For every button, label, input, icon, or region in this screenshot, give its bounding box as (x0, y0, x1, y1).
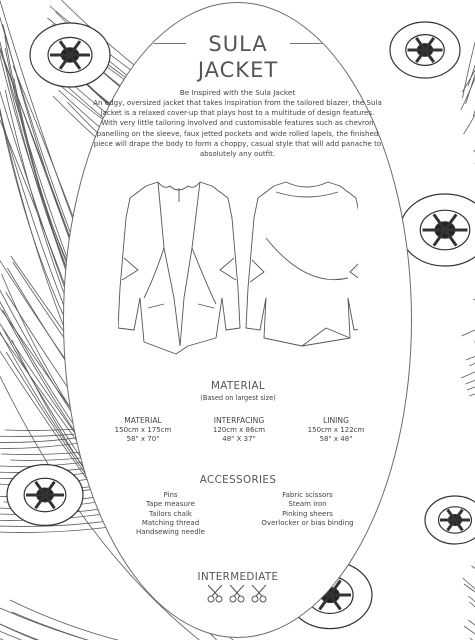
jacket-back-sketch (246, 182, 358, 346)
title-line-1: SULA (208, 32, 268, 56)
spool-icon (425, 496, 475, 544)
difficulty-level: INTERMEDIATE (197, 571, 279, 583)
accessories-left-list (108, 491, 233, 537)
title-line-2: JACKET (197, 58, 279, 82)
column-metric: 120cm x 86cm (212, 425, 266, 434)
column-metric: 150cm x 122cm (307, 425, 365, 434)
material-column (93, 416, 193, 445)
column-name: INTERFACING (213, 416, 265, 425)
list-item: Matching thread (141, 518, 200, 527)
column-metric: 150cm x 175cm (114, 425, 172, 434)
jacket-sketches (118, 178, 358, 358)
spool-icon (7, 465, 83, 526)
spool-icon (400, 194, 475, 266)
column-imperial: 58" x 70" (126, 435, 160, 444)
material-note: (Based on largest size) (200, 394, 276, 402)
lining-column (286, 416, 386, 445)
scissors-icon (230, 585, 244, 602)
list-item: Pinking sheers (282, 509, 333, 518)
jacket-front-sketch (118, 182, 240, 354)
column-name: MATERIAL (124, 416, 162, 425)
list-item: Tape measure (146, 500, 195, 509)
column-imperial: 58" x 48" (319, 435, 353, 444)
material-heading: MATERIAL (210, 380, 266, 392)
title-block (150, 28, 326, 86)
list-item: Steam iron (288, 500, 327, 509)
spool-icon (390, 22, 460, 78)
column-imperial: 48" X 37" (222, 435, 256, 444)
column-name: LINING (323, 416, 349, 425)
list-item: Tailors chalk (149, 509, 192, 518)
accessories-right-list (240, 491, 375, 528)
list-item: Fabric scissors (282, 491, 333, 499)
interfacing-column (189, 416, 289, 445)
accessories-heading: ACCESSORIES (199, 474, 277, 486)
list-item: Handsewing needle (136, 528, 205, 537)
scissors-icon (208, 585, 222, 602)
list-item: Overlocker or bias binding (261, 518, 354, 527)
list-item: Pins (163, 491, 178, 499)
intro-paragraph: An edgy, oversized jacket that takes inspiration from the tailored blazer, the Sula jacket is a relaxed cover-up that plays host to a multitude of design features. With very little tailoring involved and customisable features such as chevron panelling on the sleeve, faux jetted pockets and wide rolled lapels, the finished piece will drape the body to form a choppy, casual style that will add panache to absolutely any outfit. (93, 98, 382, 159)
scissors-icon (252, 585, 266, 602)
difficulty-scissors (205, 584, 271, 604)
intro-heading: Be Inspired with the Sula Jacket (179, 88, 296, 97)
spool-icon (30, 23, 110, 87)
